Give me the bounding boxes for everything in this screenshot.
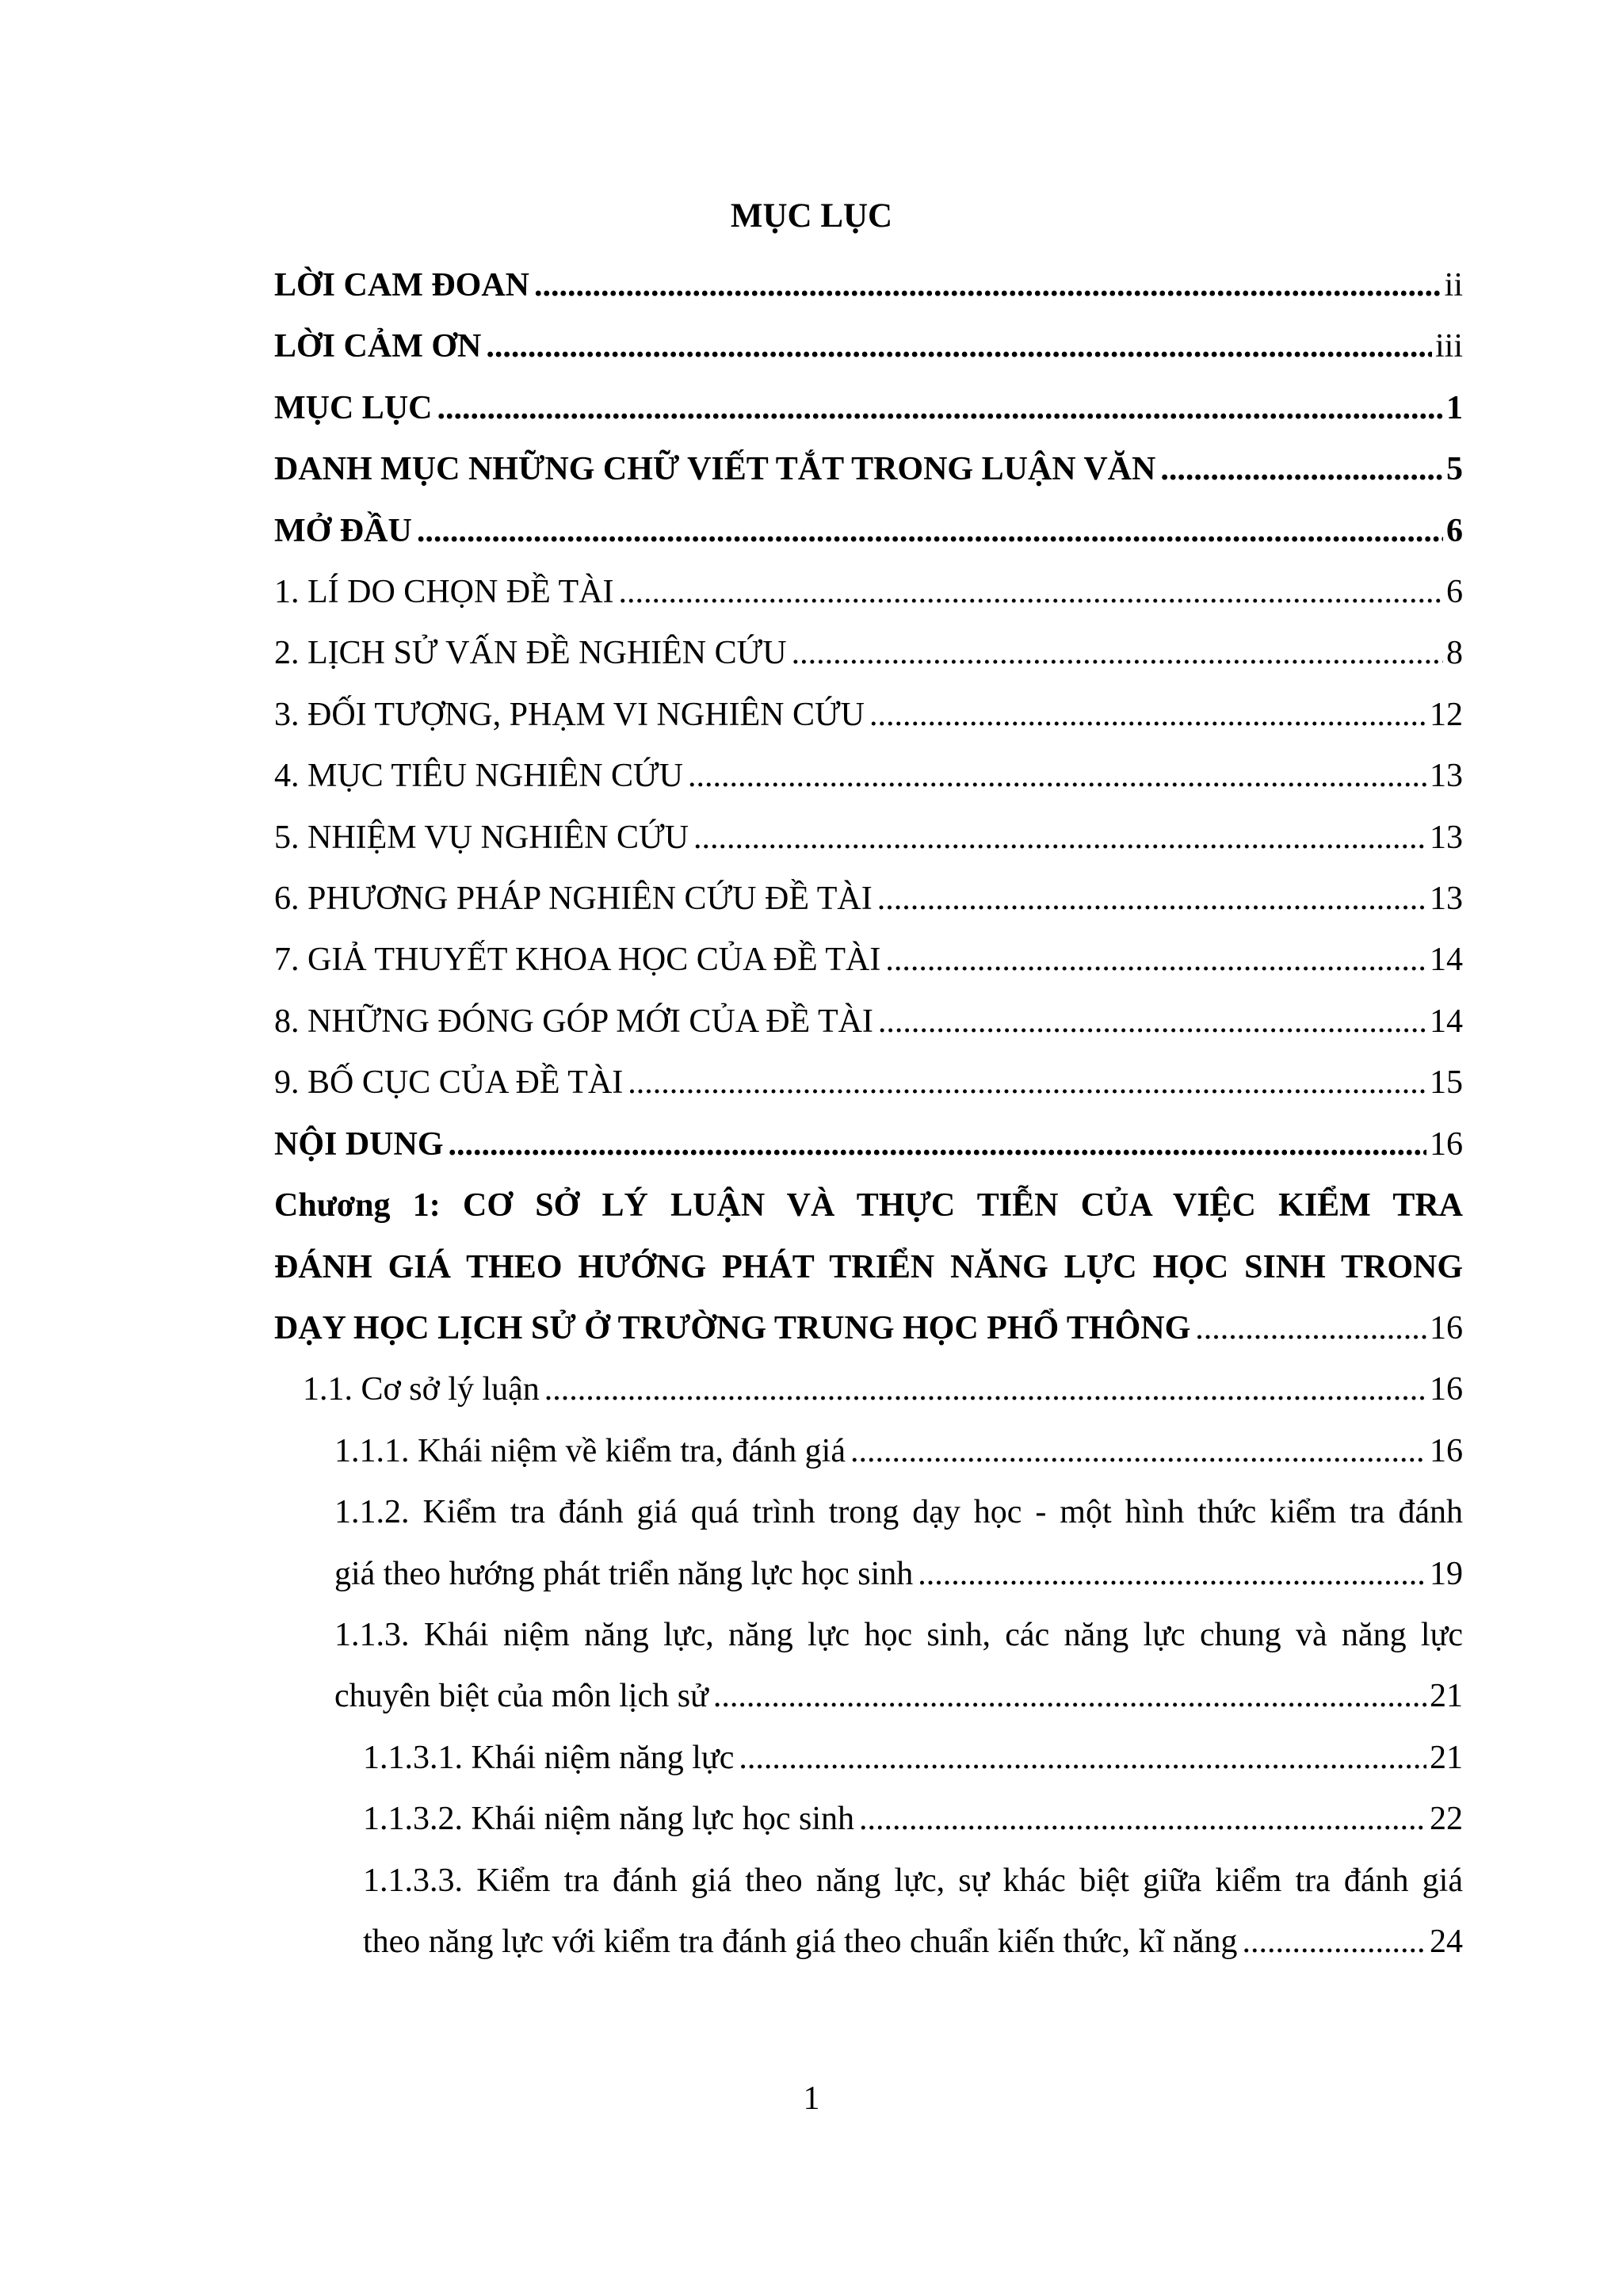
dot-leader (792, 623, 1443, 684)
toc-entry-page: 21 (1430, 1678, 1463, 1715)
dot-leader (878, 991, 1426, 1052)
dot-leader (449, 1114, 1426, 1175)
dot-leader (1195, 1298, 1426, 1359)
toc-entry-chapter-1[interactable] (274, 1175, 1463, 1359)
toc-entry-1-1-1[interactable] (274, 1421, 1463, 1482)
toc-entry-page: iii (1434, 328, 1463, 365)
toc-entry-page: 12 (1430, 696, 1463, 733)
toc-entry-muc-luc[interactable] (274, 378, 1463, 439)
toc-entry-title: 2. LỊCH SỬ VẤN ĐỀ NGHIÊN CỨU (274, 635, 787, 672)
toc-entry-page: 16 (1430, 1309, 1463, 1347)
toc-entry-1-1-3-2[interactable] (274, 1789, 1463, 1850)
toc-entry-mo-dau[interactable] (274, 501, 1463, 562)
dot-leader (1242, 1912, 1426, 1973)
toc-entry-page: 5 (1446, 451, 1463, 488)
toc-title: MỤC LỤC (730, 197, 893, 235)
dot-leader (688, 746, 1426, 807)
toc-entry-title: 7. GIẢ THUYẾT KHOA HỌC CỦA ĐỀ TÀI (274, 942, 881, 979)
toc-entry-title: 5. NHIỆM VỤ NGHIÊN CỨU (274, 819, 689, 856)
dot-leader (628, 1052, 1426, 1114)
toc-entry-9[interactable] (274, 1052, 1463, 1114)
dot-leader (544, 1359, 1426, 1420)
dot-leader (713, 1666, 1426, 1727)
toc-entry-title: 1. LÍ DO CHỌN ĐỀ TÀI (274, 574, 614, 611)
dot-leader (850, 1421, 1426, 1482)
toc-entry-title: MỞ ĐẦU (274, 512, 412, 549)
toc-entry-danh-muc[interactable] (274, 439, 1463, 500)
toc-entry-title: NỘI DUNG (274, 1125, 444, 1163)
toc-entry-1-1-3-1[interactable] (274, 1728, 1463, 1789)
toc-entry-page: 21 (1430, 1739, 1463, 1776)
toc-entry-2[interactable] (274, 623, 1463, 684)
toc-entry-title: 1.1. Cơ sở lý luận (303, 1371, 540, 1408)
page-number: 1 (803, 2080, 820, 2117)
toc-entry-title: 6. PHƯƠNG PHÁP NGHIÊN CỨU ĐỀ TÀI (274, 881, 873, 918)
toc-entry-page: 16 (1430, 1371, 1463, 1408)
toc-entry-page: 24 (1430, 1923, 1463, 1960)
dot-leader (693, 808, 1426, 869)
toc-entry-1-1-2-line-2: giá theo hướng phát triển năng lực học sinh (334, 1555, 914, 1592)
toc-entry-1-1-2-line-1: 1.1.2. Kiểm tra đánh giá quá trình trong dạy học - một hình thức kiểm tra đánh (334, 1494, 1463, 1531)
toc-entry-page: 6 (1446, 512, 1463, 549)
chapter-1-line-2: ĐÁNH GIÁ THEO HƯỚNG PHÁT TRIỂN NĂNG LỰC HỌC SINH TRONG (274, 1248, 1463, 1286)
toc-entry-loi-cam-on[interactable] (274, 316, 1463, 377)
toc-entry-title: 1.1.3.1. Khái niệm năng lực (363, 1739, 735, 1776)
dot-leader (885, 930, 1426, 991)
toc-entry-page: 22 (1430, 1801, 1463, 1838)
toc-entry-title: 8. NHỮNG ĐÓNG GÓP MỚI CỦA ĐỀ TÀI (274, 1003, 873, 1040)
toc-entry-1-1-3-line-2: chuyên biệt của môn lịch sử (334, 1678, 708, 1715)
dot-leader (877, 869, 1426, 930)
toc-entry-1-1-3-line-1: 1.1.3. Khái niệm năng lực, năng lực học sinh, các năng lực chung và năng lực (334, 1616, 1463, 1653)
toc-entry-page: 1 (1446, 389, 1463, 426)
dot-leader (437, 378, 1443, 439)
chapter-1-line-3: DẠY HỌC LỊCH SỬ Ở TRƯỜNG TRUNG HỌC PHỔ THÔNG (274, 1309, 1191, 1347)
toc-entry-1-1-2[interactable] (274, 1482, 1463, 1605)
toc-entry-page: 16 (1430, 1125, 1463, 1163)
toc-entry-page: 8 (1446, 635, 1463, 672)
chapter-1-line-1: Chương 1: CƠ SỞ LÝ LUẬN VÀ THỰC TIỄN CỦA VIỆC KIỂM TRA (274, 1187, 1463, 1224)
dot-leader (739, 1728, 1426, 1789)
dot-leader (486, 316, 1432, 377)
dot-leader (619, 562, 1443, 623)
dot-leader (918, 1544, 1426, 1605)
toc-entry-page: 6 (1446, 574, 1463, 611)
toc-entry-page: 19 (1430, 1555, 1463, 1592)
toc-entry-title: DANH MỤC NHỮNG CHỮ VIẾT TẮT TRONG LUẬN VĂN (274, 451, 1156, 488)
toc-entry-title: 9. BỐ CỤC CỦA ĐỀ TÀI (274, 1064, 624, 1102)
toc-entry-title: 1.1.3.2. Khái niệm năng lực học sinh (363, 1801, 854, 1838)
toc-entry-1-1[interactable] (274, 1359, 1463, 1420)
dot-leader (534, 255, 1442, 316)
toc-entry-3[interactable] (274, 685, 1463, 746)
toc-entry-4[interactable] (274, 746, 1463, 807)
dot-leader (859, 1789, 1426, 1850)
dot-leader (417, 501, 1443, 562)
toc-entry-8[interactable] (274, 991, 1463, 1052)
toc-entry-loi-cam-doan[interactable] (274, 255, 1463, 316)
toc-entry-page: 13 (1430, 819, 1463, 856)
toc-entry-title: 1.1.1. Khái niệm về kiểm tra, đánh giá (334, 1432, 846, 1469)
toc-entry-7[interactable] (274, 930, 1463, 991)
toc-entry-noi-dung[interactable] (274, 1114, 1463, 1175)
dot-leader (869, 685, 1426, 746)
toc-entry-page: 16 (1430, 1432, 1463, 1469)
toc-entry-title: LỜI CAM ĐOAN (274, 267, 529, 304)
toc-entry-1-1-3-3-line-1: 1.1.3.3. Kiểm tra đánh giá theo năng lực, sự khác biệt giữa kiểm tra đánh giá (363, 1862, 1463, 1899)
toc-entry-1[interactable] (274, 562, 1463, 623)
toc-entry-page: 14 (1430, 1003, 1463, 1040)
toc-entry-5[interactable] (274, 808, 1463, 869)
toc-entry-6[interactable] (274, 869, 1463, 930)
toc-entry-page: 13 (1430, 881, 1463, 918)
toc-entry-page: 15 (1430, 1064, 1463, 1102)
toc-entry-1-1-3[interactable] (274, 1605, 1463, 1728)
toc-entry-page: 13 (1430, 758, 1463, 795)
dot-leader (1160, 439, 1443, 500)
table-of-contents (274, 255, 1463, 1973)
toc-entry-page: ii (1444, 267, 1463, 304)
toc-entry-title: MỤC LỤC (274, 389, 433, 426)
toc-entry-title: LỜI CẢM ƠN (274, 328, 482, 365)
toc-entry-title: 4. MỤC TIÊU NGHIÊN CỨU (274, 758, 683, 795)
toc-entry-page: 14 (1430, 942, 1463, 979)
toc-entry-1-1-3-3[interactable] (274, 1851, 1463, 1973)
toc-entry-1-1-3-3-line-2: theo năng lực với kiểm tra đánh giá theo chuẩn kiến thức, kĩ năng (363, 1923, 1238, 1960)
toc-entry-title: 3. ĐỐI TƯỢNG, PHẠM VI NGHIÊN CỨU (274, 696, 865, 733)
